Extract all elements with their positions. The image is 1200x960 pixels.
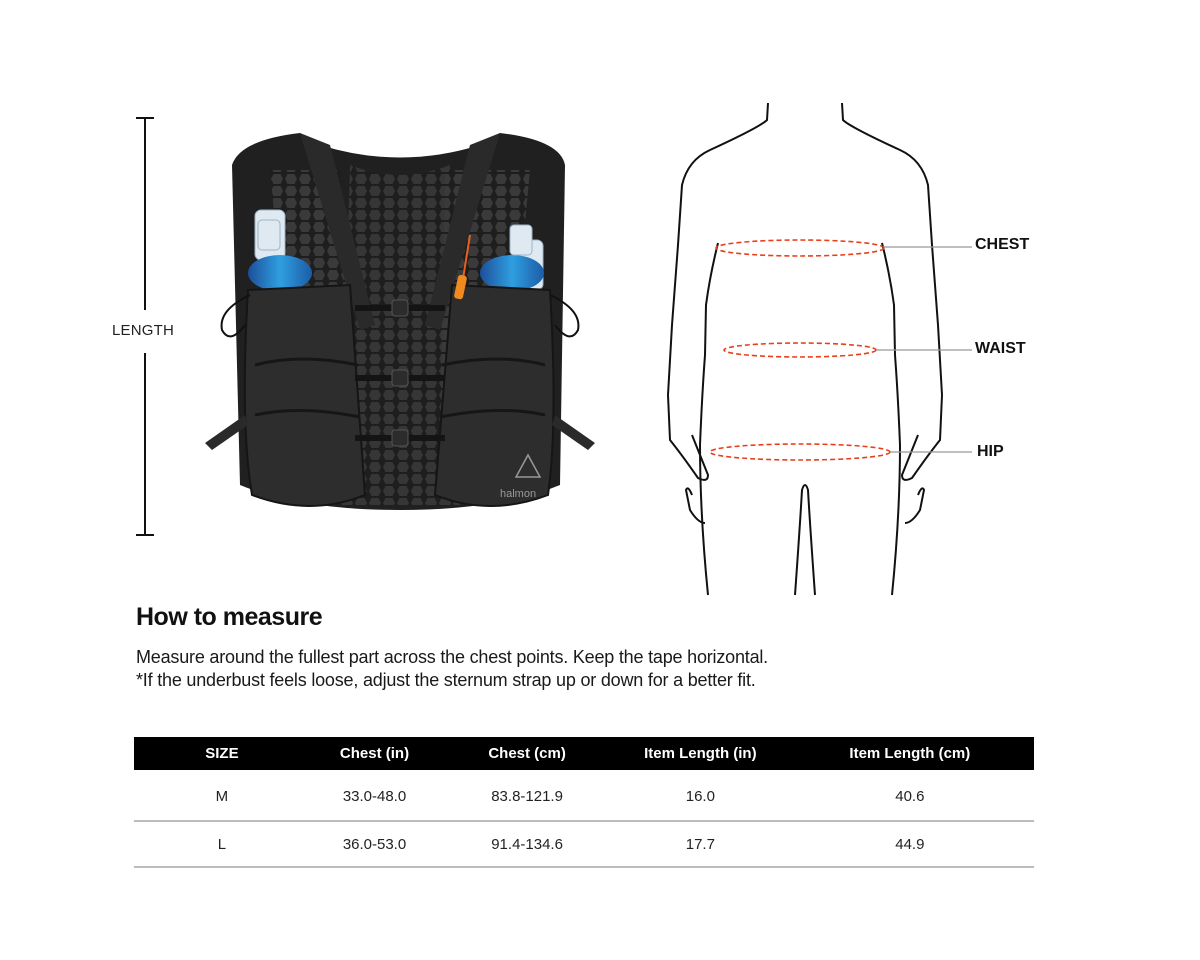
length-label: LENGTH bbox=[112, 322, 175, 339]
cell-chest-cm: 83.8-121.9 bbox=[439, 770, 615, 821]
cell-length-in: 17.7 bbox=[615, 821, 786, 867]
header-chest-cm: Chest (cm) bbox=[439, 737, 615, 770]
table-row bbox=[134, 770, 1034, 821]
cell-length-in: 16.0 bbox=[615, 770, 786, 821]
size-chart-table bbox=[134, 737, 1034, 868]
header-chest-in: Chest (in) bbox=[310, 737, 439, 770]
fit-note-text: *If the underbust feels loose, adjust the sternum strap up or down for a better fit. bbox=[136, 670, 756, 690]
cell-length-cm: 44.9 bbox=[786, 821, 1034, 867]
cell-size: M bbox=[134, 770, 310, 821]
instruction-text: Measure around the fullest part across the chest points. Keep the tape horizontal. bbox=[136, 647, 768, 667]
cell-chest-in: 33.0-48.0 bbox=[310, 770, 439, 821]
header-length-cm: Item Length (cm) bbox=[786, 737, 1034, 770]
hip-label: HIP bbox=[977, 443, 1004, 460]
cell-size: L bbox=[134, 821, 310, 867]
section-title: How to measure bbox=[136, 603, 323, 631]
cell-chest-in: 36.0-53.0 bbox=[310, 821, 439, 867]
brand-logo: halmon bbox=[500, 488, 537, 500]
vest-image bbox=[200, 125, 600, 530]
chest-label: CHEST bbox=[975, 236, 1030, 253]
cell-length-cm: 40.6 bbox=[786, 770, 1034, 821]
table-header-row bbox=[134, 737, 1034, 770]
header-length-in: Item Length (in) bbox=[615, 737, 786, 770]
header-size: SIZE bbox=[134, 737, 310, 770]
cell-chest-cm: 91.4-134.6 bbox=[439, 821, 615, 867]
table-row bbox=[134, 821, 1034, 867]
waist-label: WAIST bbox=[975, 340, 1026, 357]
